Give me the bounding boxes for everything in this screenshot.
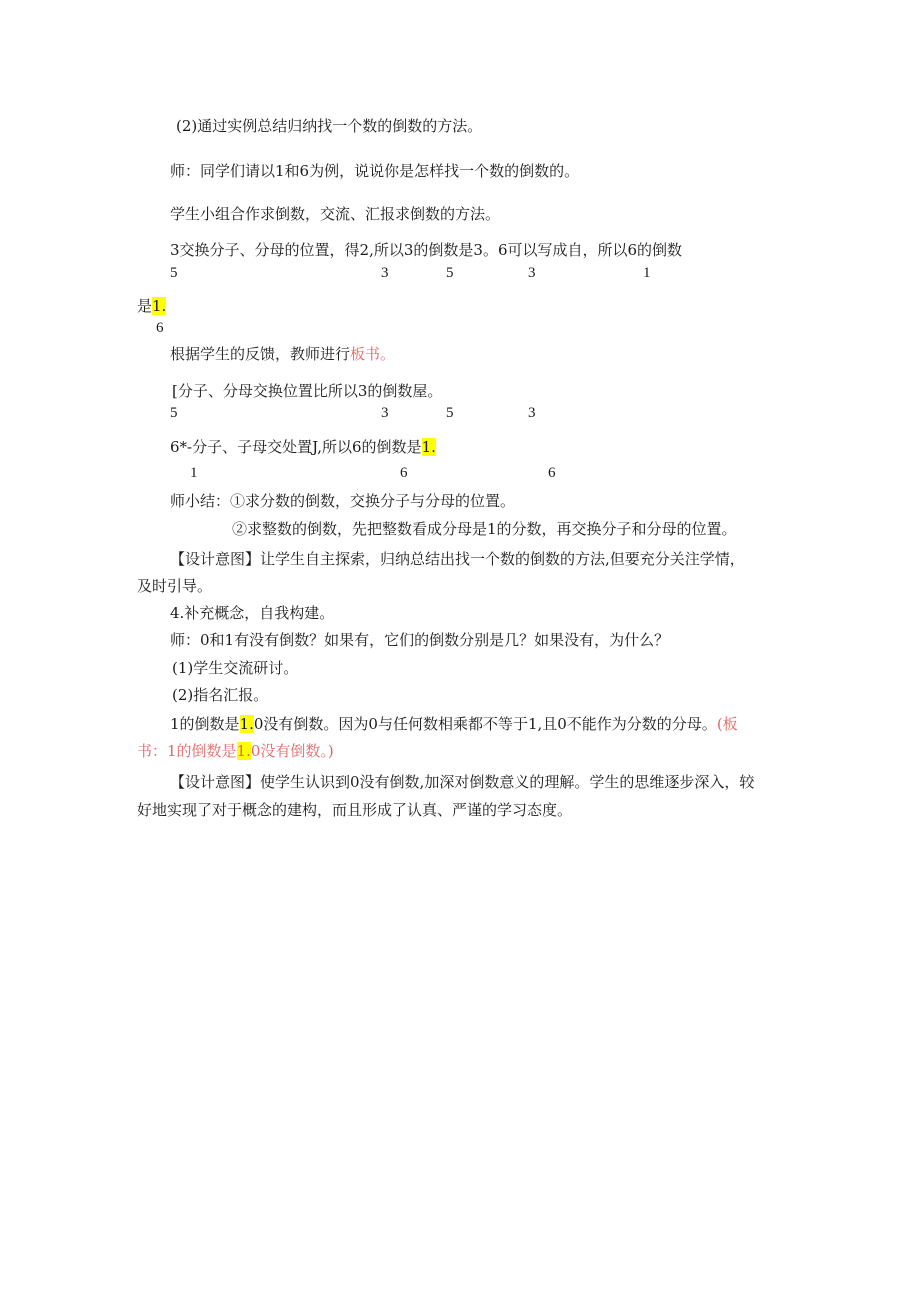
student-group-work: 学生小组合作求倒数，交流、汇报求倒数的方法。 bbox=[170, 205, 501, 223]
fraction-denominator: 5 bbox=[170, 265, 178, 281]
text-segment: 是 bbox=[137, 297, 153, 315]
highlighted-value: 1. bbox=[239, 715, 254, 733]
fraction-denominator: 5 bbox=[446, 265, 454, 281]
fraction-denominator: 6 bbox=[400, 465, 408, 481]
design-intent-2-line-1: 【设计意图】使学生认识到0没有倒数,加深对倒数意义的理解。学生的思维逐步深入，较 bbox=[170, 773, 755, 791]
design-intent-1-line-2: 及时引导。 bbox=[137, 577, 213, 595]
teacher-summary-1: 师小结：①求分数的倒数，交换分子与分母的位置。 bbox=[170, 492, 516, 510]
design-intent-2-line-2: 好地实现了对于概念的建构，而且形成了认真、严谨的学习态度。 bbox=[137, 801, 573, 819]
paragraph-method-heading: (2)通过实例总结归纳找一个数的倒数的方法。 bbox=[176, 117, 483, 135]
fraction-denominator: 3 bbox=[381, 405, 389, 421]
teacher-summary-2: ②求整数的倒数，先把整数看成分母是1的分数，再交换分子和分母的位置。 bbox=[232, 520, 737, 538]
board-note-label: 板书。 bbox=[350, 345, 396, 363]
step-discussion: (1)学生交流研讨。 bbox=[172, 659, 299, 677]
fraction-denominator: 3 bbox=[381, 265, 389, 281]
fraction-denominator: 6 bbox=[156, 320, 164, 336]
highlighted-value: 1. bbox=[236, 742, 251, 760]
fraction-denominator: 5 bbox=[446, 405, 454, 421]
step-report: (2)指名汇报。 bbox=[172, 686, 269, 704]
board-line-2 bbox=[170, 437, 436, 457]
text-segment: 0没有倒数。因为0与任何数相乘都不等于1,且0不能作为分数的分母。 bbox=[253, 715, 717, 733]
conclusion-line-1 bbox=[170, 714, 738, 734]
fraction-denominator: 3 bbox=[528, 265, 536, 281]
board-note-text: 0没有倒数。) bbox=[250, 742, 334, 760]
fraction-denominator: 6 bbox=[548, 465, 556, 481]
board-note-intro bbox=[170, 344, 395, 364]
teacher-question: 师：同学们请以1和6为例，说说你是怎样找一个数的倒数的。 bbox=[170, 162, 580, 180]
board-note-text: 书：1的倒数是 bbox=[137, 742, 237, 760]
text-segment: 1的倒数是 bbox=[170, 715, 240, 733]
fraction-numerator: 1 bbox=[190, 465, 198, 481]
fraction-denominator: 3 bbox=[528, 405, 536, 421]
text-segment: 6*-分子、子母交处置J,所以6的倒数是 bbox=[170, 438, 422, 456]
fraction-denominator: 5 bbox=[170, 405, 178, 421]
design-intent-1-line-1: 【设计意图】让学生自主探索，归纳总结出找一个数的倒数的方法,但要充分关注学情， bbox=[170, 550, 745, 568]
highlighted-value: 1. bbox=[152, 297, 167, 315]
example-line-main: 3交换分子、分母的位置，得2,所以3的倒数是3。6可以写成自，所以6的倒数 bbox=[170, 241, 683, 259]
teacher-question-zero-one: 师：0和1有没有倒数？如果有，它们的倒数分别是几？如果没有，为什么？ bbox=[170, 631, 670, 649]
conclusion-line-2 bbox=[137, 741, 334, 761]
text-segment: 根据学生的反馈，教师进行 bbox=[170, 345, 351, 363]
board-line-1: [分子、分母交换位置比所以3的倒数屋。 bbox=[172, 382, 443, 400]
example-line-continuation bbox=[137, 296, 166, 316]
fraction-numerator: 1 bbox=[643, 265, 651, 281]
highlighted-value: 1. bbox=[421, 438, 436, 456]
board-note-label: (板 bbox=[716, 715, 738, 733]
section-heading-4: 4.补充概念，自我构建。 bbox=[170, 604, 335, 622]
